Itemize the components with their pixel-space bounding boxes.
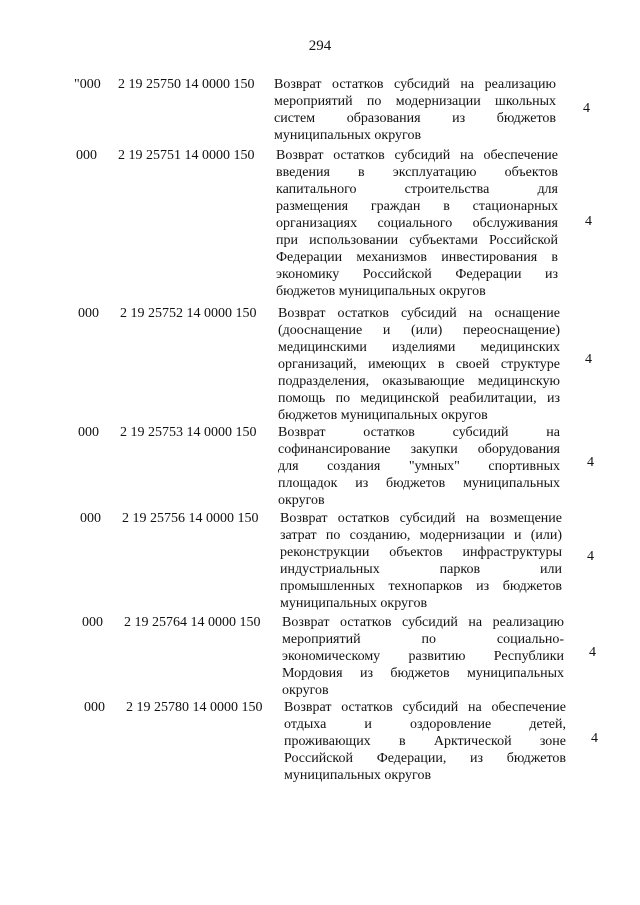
description: Возврат остатков субсидий на реализацию мероприятий по социально- экономическому развитию Республики Мордовия из бюджетов муниципальных округов — [282, 615, 564, 698]
admin-code: 000 — [80, 511, 101, 526]
value: 4 — [585, 352, 592, 367]
admin-code: 000 — [76, 148, 97, 163]
budget-code: 2 19 25780 14 0000 150 — [126, 700, 263, 715]
admin-code: 000 — [82, 615, 103, 630]
admin-code: 000 — [78, 425, 99, 440]
description: Возврат остатков субсидий на обеспечение отдыха и оздоровление детей, проживающих в Арктической зоне Российской Федерации, из бюджетов муниципальных округов — [284, 700, 566, 783]
budget-code: 2 19 25753 14 0000 150 — [120, 425, 257, 440]
admin-code: 000 — [84, 700, 105, 715]
admin-code: "000 — [74, 77, 101, 92]
description: Возврат остатков субсидий на возмещение затрат по созданию, модернизации и (или) реконструкции объектов инфраструктуры индустриальных парков или промышленных технопарков из бюджетов муниципальных округов — [280, 511, 562, 611]
budget-code: 2 19 25764 14 0000 150 — [124, 615, 261, 630]
value: 4 — [585, 214, 592, 229]
description: Возврат остатков субсидий на обеспечение введения в эксплуатацию объектов капитального строительства для размещения граждан в стационарных организациях социального обслуживания при использовании субъектами Российской Федерации механизмов инвестирования в экономику Российской Федерации из бюджетов муниципальных округов — [276, 148, 558, 299]
description: Возврат остатков субсидий на софинансирование закупки оборудования для создания "умных" спортивных площадок из бюджетов муниципальных округов — [278, 425, 560, 508]
page-number: 294 — [308, 38, 332, 54]
admin-code: 000 — [78, 306, 99, 321]
budget-code: 2 19 25750 14 0000 150 — [118, 77, 255, 92]
value: 4 — [589, 645, 596, 660]
value: 4 — [591, 731, 598, 746]
budget-code: 2 19 25752 14 0000 150 — [120, 306, 257, 321]
value: 4 — [587, 455, 594, 470]
value: 4 — [583, 101, 590, 116]
budget-code: 2 19 25756 14 0000 150 — [122, 511, 259, 526]
description: Возврат остатков субсидий на оснащение (дооснащение и (или) переоснащение) медицинскими изделиями медицинских организаций, имеющих в своей структуре подразделения, оказывающие медицинскую помощь по медицинской реабилитации, из бюджетов муниципальных округов — [278, 306, 560, 423]
budget-code: 2 19 25751 14 0000 150 — [118, 148, 255, 163]
value: 4 — [587, 549, 594, 564]
description: Возврат остатков субсидий на реализацию мероприятий по модернизации школьных систем образования из бюджетов муниципальных округов — [274, 77, 556, 143]
